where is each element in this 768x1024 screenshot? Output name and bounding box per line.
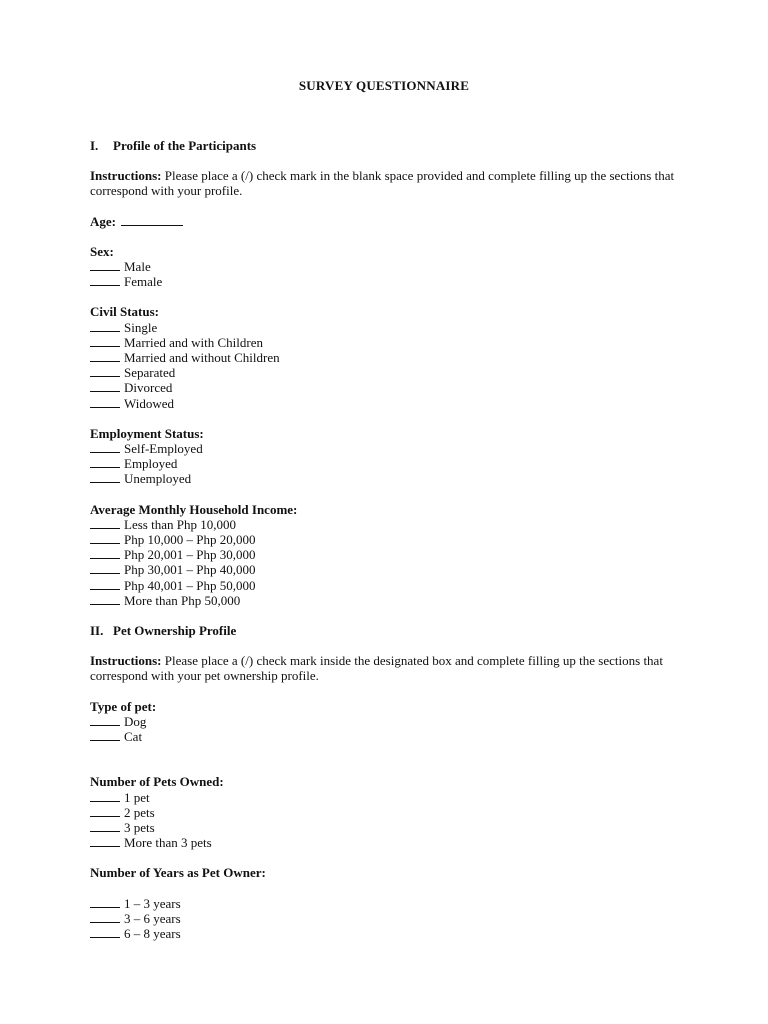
check-blank[interactable]: [90, 593, 120, 605]
section-2-title: Pet Ownership Profile: [113, 623, 237, 639]
sex-label: Sex:: [90, 243, 114, 259]
check-blank[interactable]: [90, 820, 120, 832]
section-1-number: I.: [90, 138, 99, 153]
civil-status-options: [90, 320, 690, 411]
instructions-text: Please place a (/) check mark in the blank space provided and complete filling up the sections that correspond with your profile.: [90, 168, 675, 199]
employment-status-label: Employment Status:: [90, 425, 204, 441]
check-blank[interactable]: [90, 380, 120, 392]
option-label: Divorced: [124, 380, 173, 396]
civil-status-label: Civil Status:: [90, 304, 159, 320]
check-blank[interactable]: [90, 562, 120, 574]
page-title: SURVEY QUESTIONNAIRE: [298, 78, 470, 93]
option-row: [90, 471, 690, 486]
check-blank[interactable]: [90, 365, 120, 377]
option-label: 6 – 8 years: [124, 925, 181, 941]
option-label: Single: [124, 319, 158, 335]
check-blank[interactable]: [90, 790, 120, 802]
option-row: [90, 532, 690, 547]
option-row: [90, 517, 690, 532]
option-label: 2 pets: [124, 804, 155, 820]
pets-owned-options: [90, 790, 690, 851]
income-options: [90, 517, 690, 608]
option-row: [90, 578, 690, 593]
option-label: Widowed: [124, 395, 175, 411]
check-blank[interactable]: [90, 320, 120, 332]
section-1-title: Profile of the Participants: [113, 138, 257, 153]
check-blank[interactable]: [90, 517, 120, 529]
option-row: [90, 714, 690, 729]
option-label: Cat: [124, 729, 143, 745]
option-label: Php 20,001 – Php 30,000: [124, 547, 256, 563]
option-row: [90, 320, 690, 335]
age-blank[interactable]: [121, 214, 183, 226]
check-blank[interactable]: [90, 926, 120, 938]
option-row: [90, 441, 690, 456]
check-blank[interactable]: [90, 835, 120, 847]
option-label: Php 30,001 – Php 40,000: [124, 562, 256, 578]
pet-type-label: Type of pet:: [90, 698, 157, 714]
option-label: 1 pet: [124, 789, 150, 805]
option-label: Dog: [124, 713, 147, 729]
option-row: [90, 365, 690, 380]
pets-owned-label: Number of Pets Owned:: [90, 774, 224, 790]
check-blank[interactable]: [90, 805, 120, 817]
section-2-heading: [90, 623, 690, 638]
check-blank[interactable]: [90, 714, 120, 726]
option-label: More than Php 50,000: [124, 592, 241, 608]
section-2-number: II.: [90, 623, 104, 639]
option-label: Less than Php 10,000: [124, 516, 236, 532]
section-1-instructions: [90, 168, 690, 198]
option-label: Female: [124, 274, 163, 290]
check-blank[interactable]: [90, 896, 120, 908]
option-label: 1 – 3 years: [124, 895, 181, 911]
option-label: Php 40,001 – Php 50,000: [124, 577, 256, 593]
option-label: Married and without Children: [124, 350, 280, 366]
employment-status-options: [90, 441, 690, 487]
survey-content: [90, 138, 690, 941]
option-label: Unemployed: [124, 471, 192, 487]
option-row: [90, 593, 690, 608]
check-blank[interactable]: [90, 532, 120, 544]
section-1-heading: [90, 138, 690, 153]
option-row: [90, 805, 690, 820]
check-blank[interactable]: [90, 274, 120, 286]
option-row: [90, 562, 690, 577]
age-field: [90, 214, 690, 229]
option-row: [90, 820, 690, 835]
pet-type-options: [90, 714, 690, 744]
check-blank[interactable]: [90, 441, 120, 453]
check-blank[interactable]: [90, 547, 120, 559]
income-label: Average Monthly Household Income:: [90, 501, 298, 517]
option-row: [90, 274, 690, 289]
check-blank[interactable]: [90, 350, 120, 362]
option-row: [90, 259, 690, 274]
option-label: More than 3 pets: [124, 835, 212, 851]
option-row: [90, 396, 690, 411]
check-blank[interactable]: [90, 729, 120, 741]
check-blank[interactable]: [90, 259, 120, 271]
option-row: [90, 926, 690, 941]
instructions-label: Instructions:: [90, 168, 162, 184]
option-row: [90, 547, 690, 562]
option-label: Married and with Children: [124, 334, 263, 350]
option-label: Php 10,000 – Php 20,000: [124, 532, 256, 548]
option-label: Separated: [124, 365, 176, 381]
check-blank[interactable]: [90, 578, 120, 590]
section-2-instructions: [90, 653, 690, 683]
check-blank[interactable]: [90, 396, 120, 408]
option-row: [90, 380, 690, 395]
option-row: [90, 456, 690, 471]
instructions-label: Instructions:: [90, 653, 162, 669]
option-label: Employed: [124, 456, 178, 472]
option-row: [90, 335, 690, 350]
option-label: Self-Employed: [124, 441, 203, 457]
option-label: 3 pets: [124, 819, 155, 835]
instructions-text: Please place a (/) check mark inside the designated box and complete filling up the sections that correspond with your pet ownership profile.: [90, 653, 663, 684]
sex-options: [90, 259, 690, 289]
check-blank[interactable]: [90, 456, 120, 468]
years-owner-options: [90, 896, 690, 942]
option-row: [90, 729, 690, 744]
option-row: [90, 350, 690, 365]
option-label: Male: [124, 259, 151, 275]
years-owner-label: Number of Years as Pet Owner:: [90, 865, 266, 881]
age-label: Age:: [90, 213, 116, 229]
check-blank[interactable]: [90, 335, 120, 347]
option-row: [90, 835, 690, 850]
option-row: [90, 790, 690, 805]
option-row: [90, 896, 690, 911]
check-blank[interactable]: [90, 471, 120, 483]
option-label: 3 – 6 years: [124, 910, 181, 926]
option-row: [90, 911, 690, 926]
check-blank[interactable]: [90, 911, 120, 923]
